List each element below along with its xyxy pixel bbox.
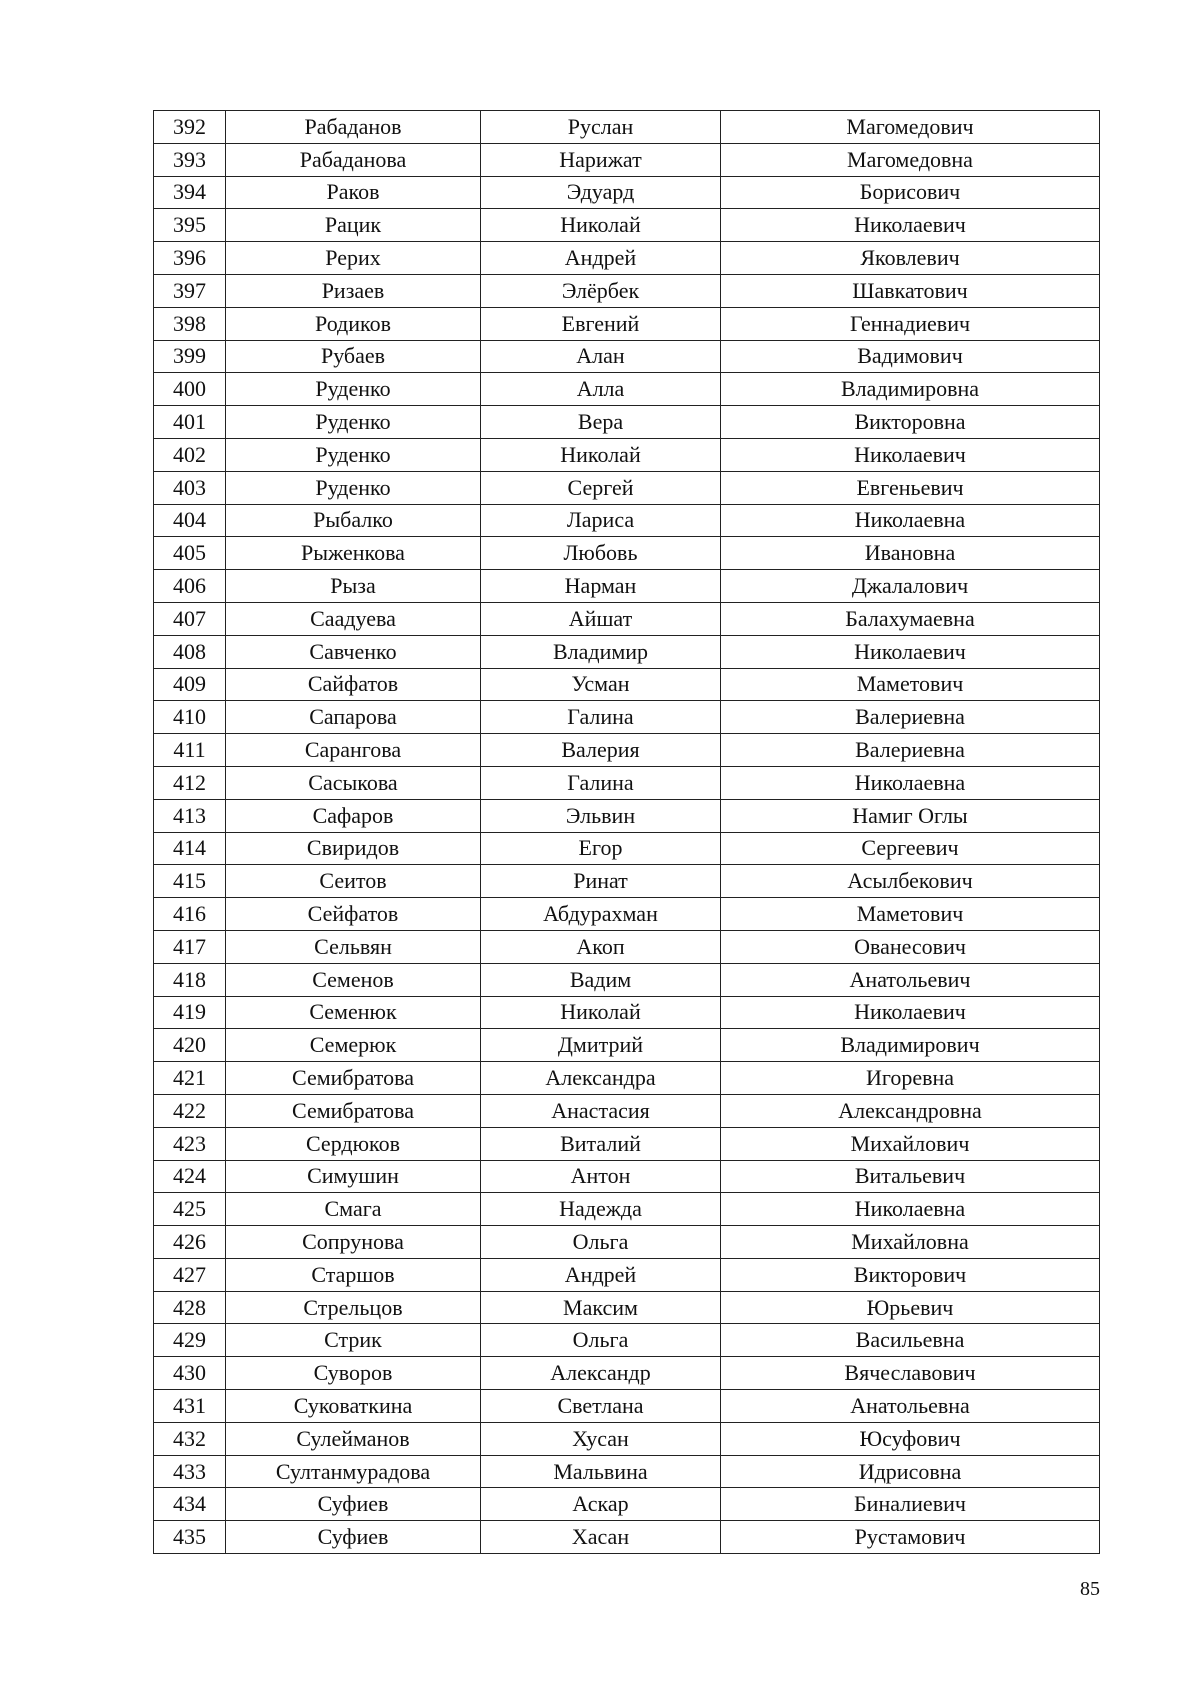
patronymic-cell: Игоревна — [721, 1062, 1100, 1095]
surname-cell: Сопрунова — [226, 1226, 481, 1259]
first-name-cell: Дмитрий — [481, 1029, 721, 1062]
surname-cell: Сарангова — [226, 734, 481, 767]
row-number-cell: 422 — [154, 1094, 226, 1127]
patronymic-cell: Николаевич — [721, 635, 1100, 668]
row-number-cell: 395 — [154, 209, 226, 242]
row-number-cell: 394 — [154, 176, 226, 209]
surname-cell: Руденко — [226, 471, 481, 504]
row-number-cell: 414 — [154, 832, 226, 865]
row-number-cell: 429 — [154, 1324, 226, 1357]
surname-cell: Руденко — [226, 438, 481, 471]
surname-cell: Сапарова — [226, 701, 481, 734]
row-number-cell: 402 — [154, 438, 226, 471]
patronymic-cell: Васильевна — [721, 1324, 1100, 1357]
patronymic-cell: Анатольевич — [721, 963, 1100, 996]
table-row — [154, 570, 1100, 603]
first-name-cell: Хасан — [481, 1521, 721, 1554]
surname-cell: Рабаданова — [226, 143, 481, 176]
table-row — [154, 701, 1100, 734]
row-number-cell: 424 — [154, 1160, 226, 1193]
row-number-cell: 405 — [154, 537, 226, 570]
row-number-cell: 413 — [154, 799, 226, 832]
row-number-cell: 431 — [154, 1390, 226, 1423]
table-row — [154, 537, 1100, 570]
surname-cell: Руденко — [226, 373, 481, 406]
surname-cell: Семенов — [226, 963, 481, 996]
table-row — [154, 504, 1100, 537]
first-name-cell: Галина — [481, 766, 721, 799]
surname-cell: Смага — [226, 1193, 481, 1226]
surname-cell: Рабаданов — [226, 111, 481, 144]
patronymic-cell: Владимировна — [721, 373, 1100, 406]
first-name-cell: Ринат — [481, 865, 721, 898]
patronymic-cell: Николаевич — [721, 209, 1100, 242]
patronymic-cell: Асылбекович — [721, 865, 1100, 898]
patronymic-cell: Евгеньевич — [721, 471, 1100, 504]
row-number-cell: 409 — [154, 668, 226, 701]
table-row — [154, 143, 1100, 176]
table-row — [154, 1390, 1100, 1423]
first-name-cell: Евгений — [481, 307, 721, 340]
table-row — [154, 1521, 1100, 1554]
surname-cell: Сасыкова — [226, 766, 481, 799]
patronymic-cell: Николаевна — [721, 766, 1100, 799]
surname-cell: Рыженкова — [226, 537, 481, 570]
row-number-cell: 410 — [154, 701, 226, 734]
surname-cell: Рерих — [226, 242, 481, 275]
patronymic-cell: Владимирович — [721, 1029, 1100, 1062]
first-name-cell: Егор — [481, 832, 721, 865]
row-number-cell: 427 — [154, 1258, 226, 1291]
row-number-cell: 399 — [154, 340, 226, 373]
surname-cell: Симушин — [226, 1160, 481, 1193]
table-row — [154, 406, 1100, 439]
first-name-cell: Аскар — [481, 1488, 721, 1521]
table-row — [154, 1062, 1100, 1095]
row-number-cell: 401 — [154, 406, 226, 439]
first-name-cell: Галина — [481, 701, 721, 734]
surname-cell: Старшов — [226, 1258, 481, 1291]
row-number-cell: 419 — [154, 996, 226, 1029]
patronymic-cell: Витальевич — [721, 1160, 1100, 1193]
table-row — [154, 996, 1100, 1029]
first-name-cell: Мальвина — [481, 1455, 721, 1488]
row-number-cell: 435 — [154, 1521, 226, 1554]
table-row — [154, 274, 1100, 307]
row-number-cell: 407 — [154, 602, 226, 635]
row-number-cell: 396 — [154, 242, 226, 275]
table-row — [154, 111, 1100, 144]
row-number-cell: 420 — [154, 1029, 226, 1062]
row-number-cell: 434 — [154, 1488, 226, 1521]
row-number-cell: 426 — [154, 1226, 226, 1259]
table-row — [154, 1488, 1100, 1521]
surname-cell: Саадуева — [226, 602, 481, 635]
table-row — [154, 1193, 1100, 1226]
first-name-cell: Николай — [481, 996, 721, 1029]
surname-cell: Рубаев — [226, 340, 481, 373]
patronymic-cell: Юсуфович — [721, 1422, 1100, 1455]
patronymic-cell: Анатольевна — [721, 1390, 1100, 1423]
patronymic-cell: Намиг Оглы — [721, 799, 1100, 832]
table-row — [154, 832, 1100, 865]
first-name-cell: Вадим — [481, 963, 721, 996]
surname-cell: Савченко — [226, 635, 481, 668]
first-name-cell: Александр — [481, 1357, 721, 1390]
surname-cell: Суковаткина — [226, 1390, 481, 1423]
first-name-cell: Хусан — [481, 1422, 721, 1455]
row-number-cell: 392 — [154, 111, 226, 144]
surname-cell: Суфиев — [226, 1488, 481, 1521]
row-number-cell: 421 — [154, 1062, 226, 1095]
row-number-cell: 433 — [154, 1455, 226, 1488]
table-row — [154, 635, 1100, 668]
surname-cell: Семибратова — [226, 1094, 481, 1127]
row-number-cell: 417 — [154, 930, 226, 963]
row-number-cell: 416 — [154, 898, 226, 931]
first-name-cell: Айшат — [481, 602, 721, 635]
first-name-cell: Руслан — [481, 111, 721, 144]
first-name-cell: Анастасия — [481, 1094, 721, 1127]
table-row — [154, 1226, 1100, 1259]
row-number-cell: 400 — [154, 373, 226, 406]
first-name-cell: Лариса — [481, 504, 721, 537]
surname-cell: Рацик — [226, 209, 481, 242]
table-row — [154, 930, 1100, 963]
patronymic-cell: Маметович — [721, 898, 1100, 931]
first-name-cell: Элёрбек — [481, 274, 721, 307]
table-row — [154, 1455, 1100, 1488]
surname-cell: Семибратова — [226, 1062, 481, 1095]
row-number-cell: 403 — [154, 471, 226, 504]
surname-cell: Сафаров — [226, 799, 481, 832]
patronymic-cell: Яковлевич — [721, 242, 1100, 275]
table-row — [154, 1029, 1100, 1062]
first-name-cell: Владимир — [481, 635, 721, 668]
table-row — [154, 865, 1100, 898]
table-row — [154, 176, 1100, 209]
patronymic-cell: Викторович — [721, 1258, 1100, 1291]
table-row — [154, 1324, 1100, 1357]
surname-cell: Султанмурадова — [226, 1455, 481, 1488]
first-name-cell: Любовь — [481, 537, 721, 570]
table-row — [154, 438, 1100, 471]
surname-cell: Рыза — [226, 570, 481, 603]
surname-cell: Сеитов — [226, 865, 481, 898]
row-number-cell: 406 — [154, 570, 226, 603]
patronymic-cell: Ивановна — [721, 537, 1100, 570]
row-number-cell: 412 — [154, 766, 226, 799]
first-name-cell: Усман — [481, 668, 721, 701]
table-row — [154, 766, 1100, 799]
first-name-cell: Алла — [481, 373, 721, 406]
patronymic-cell: Михайлович — [721, 1127, 1100, 1160]
patronymic-cell: Джалалович — [721, 570, 1100, 603]
table-row — [154, 668, 1100, 701]
surname-cell: Сулейманов — [226, 1422, 481, 1455]
row-number-cell: 397 — [154, 274, 226, 307]
patronymic-cell: Валериевна — [721, 701, 1100, 734]
first-name-cell: Нарижат — [481, 143, 721, 176]
row-number-cell: 428 — [154, 1291, 226, 1324]
surname-cell: Ризаев — [226, 274, 481, 307]
first-name-cell: Алан — [481, 340, 721, 373]
first-name-cell: Нарман — [481, 570, 721, 603]
patronymic-cell: Маметович — [721, 668, 1100, 701]
patronymic-cell: Александровна — [721, 1094, 1100, 1127]
table-row — [154, 1357, 1100, 1390]
first-name-cell: Эдуард — [481, 176, 721, 209]
first-name-cell: Антон — [481, 1160, 721, 1193]
surname-cell: Сейфатов — [226, 898, 481, 931]
surname-cell: Стрик — [226, 1324, 481, 1357]
surname-cell: Родиков — [226, 307, 481, 340]
patronymic-cell: Валериевна — [721, 734, 1100, 767]
row-number-cell: 408 — [154, 635, 226, 668]
patronymic-cell: Николаевич — [721, 996, 1100, 1029]
first-name-cell: Эльвин — [481, 799, 721, 832]
patronymic-cell: Идрисовна — [721, 1455, 1100, 1488]
row-number-cell: 423 — [154, 1127, 226, 1160]
first-name-cell: Абдурахман — [481, 898, 721, 931]
patronymic-cell: Рустамович — [721, 1521, 1100, 1554]
first-name-cell: Александра — [481, 1062, 721, 1095]
row-number-cell: 398 — [154, 307, 226, 340]
names-table-body — [154, 111, 1100, 1554]
first-name-cell: Максим — [481, 1291, 721, 1324]
first-name-cell: Надежда — [481, 1193, 721, 1226]
table-row — [154, 898, 1100, 931]
first-name-cell: Николай — [481, 209, 721, 242]
table-row — [154, 471, 1100, 504]
patronymic-cell: Николаевна — [721, 504, 1100, 537]
patronymic-cell: Николаевич — [721, 438, 1100, 471]
table-row — [154, 209, 1100, 242]
table-row — [154, 340, 1100, 373]
table-row — [154, 602, 1100, 635]
patronymic-cell: Михайловна — [721, 1226, 1100, 1259]
patronymic-cell: Сергеевич — [721, 832, 1100, 865]
surname-cell: Семенюк — [226, 996, 481, 1029]
row-number-cell: 415 — [154, 865, 226, 898]
patronymic-cell: Балахумаевна — [721, 602, 1100, 635]
surname-cell: Стрельцов — [226, 1291, 481, 1324]
patronymic-cell: Вячеславович — [721, 1357, 1100, 1390]
row-number-cell: 411 — [154, 734, 226, 767]
row-number-cell: 404 — [154, 504, 226, 537]
surname-cell: Руденко — [226, 406, 481, 439]
row-number-cell: 393 — [154, 143, 226, 176]
surname-cell: Суфиев — [226, 1521, 481, 1554]
patronymic-cell: Биналиевич — [721, 1488, 1100, 1521]
surname-cell: Семерюк — [226, 1029, 481, 1062]
first-name-cell: Сергей — [481, 471, 721, 504]
first-name-cell: Акоп — [481, 930, 721, 963]
patronymic-cell: Магомедовна — [721, 143, 1100, 176]
table-row — [154, 1094, 1100, 1127]
surname-cell: Суворов — [226, 1357, 481, 1390]
table-row — [154, 734, 1100, 767]
row-number-cell: 430 — [154, 1357, 226, 1390]
first-name-cell: Андрей — [481, 242, 721, 275]
patronymic-cell: Юрьевич — [721, 1291, 1100, 1324]
row-number-cell: 418 — [154, 963, 226, 996]
first-name-cell: Ольга — [481, 1324, 721, 1357]
first-name-cell: Виталий — [481, 1127, 721, 1160]
table-row — [154, 373, 1100, 406]
patronymic-cell: Геннадиевич — [721, 307, 1100, 340]
table-row — [154, 242, 1100, 275]
first-name-cell: Светлана — [481, 1390, 721, 1423]
surname-cell: Свиридов — [226, 832, 481, 865]
surname-cell: Рыбалко — [226, 504, 481, 537]
surname-cell: Сердюков — [226, 1127, 481, 1160]
table-row — [154, 799, 1100, 832]
patronymic-cell: Магомедович — [721, 111, 1100, 144]
table-row — [154, 1291, 1100, 1324]
table-row — [154, 963, 1100, 996]
row-number-cell: 432 — [154, 1422, 226, 1455]
patronymic-cell: Шавкатович — [721, 274, 1100, 307]
table-row — [154, 1422, 1100, 1455]
row-number-cell: 425 — [154, 1193, 226, 1226]
first-name-cell: Вера — [481, 406, 721, 439]
names-table — [153, 110, 1100, 1554]
patronymic-cell: Вадимович — [721, 340, 1100, 373]
table-row — [154, 307, 1100, 340]
table-row — [154, 1160, 1100, 1193]
patronymic-cell: Николаевна — [721, 1193, 1100, 1226]
first-name-cell: Андрей — [481, 1258, 721, 1291]
first-name-cell: Николай — [481, 438, 721, 471]
patronymic-cell: Борисович — [721, 176, 1100, 209]
page-number: 85 — [1080, 1578, 1100, 1600]
surname-cell: Сайфатов — [226, 668, 481, 701]
surname-cell: Сельвян — [226, 930, 481, 963]
patronymic-cell: Ованесович — [721, 930, 1100, 963]
table-row — [154, 1127, 1100, 1160]
first-name-cell: Ольга — [481, 1226, 721, 1259]
patronymic-cell: Викторовна — [721, 406, 1100, 439]
first-name-cell: Валерия — [481, 734, 721, 767]
surname-cell: Раков — [226, 176, 481, 209]
table-row — [154, 1258, 1100, 1291]
